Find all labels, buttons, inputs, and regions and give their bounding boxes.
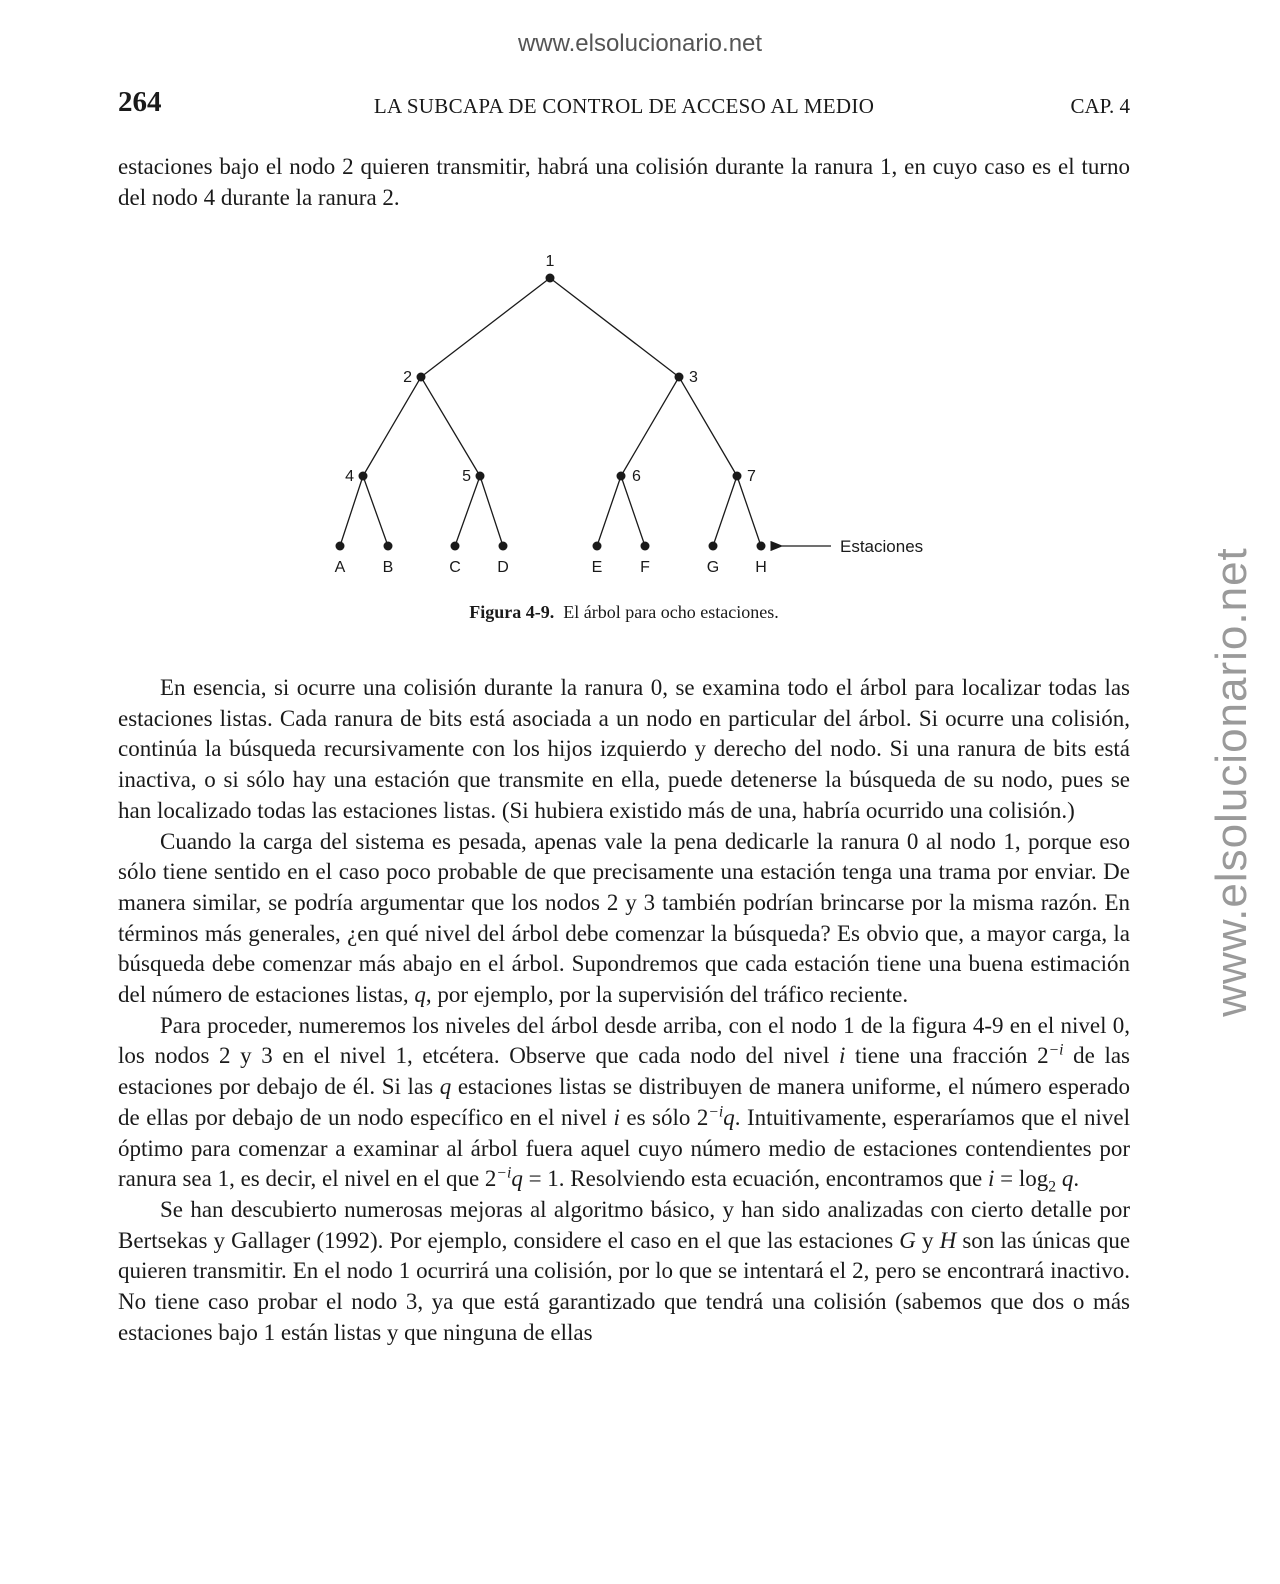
intro-paragraph-block (118, 152, 1130, 213)
watermark-top: www.elsolucionario.net (517, 30, 763, 57)
edge-4-B (363, 476, 388, 546)
node-label-4: 4 (345, 468, 354, 485)
intro-paragraph: estaciones bajo el nodo 2 quieren transmitir, habrá una colisión durante la ranura 1, en cuyo caso es el turno del nodo 4 durante la ranura 2. (118, 154, 1130, 210)
node-7-dot (733, 472, 742, 481)
leaf-E-dot (593, 542, 602, 551)
edge-7-H (737, 476, 761, 546)
edge-5-D (480, 476, 503, 546)
edge-2-4 (363, 377, 421, 476)
leaf-A-dot (336, 542, 345, 551)
figure-caption (0, 602, 1248, 623)
leaf-label-F: F (640, 559, 650, 576)
edge-5-C (455, 476, 480, 546)
node-label-7: 7 (747, 468, 756, 485)
page-header (118, 86, 1130, 126)
edge-6-F (621, 476, 645, 546)
page-number: 264 (118, 86, 162, 118)
figure-caption-text: El árbol para ocho estaciones. (563, 602, 779, 622)
paragraph-1: En esencia, si ocurre una colisión durante la ranura 0, se examina todo el árbol para localizar todas las estaciones listas. Cada ranura de bits está asociada a un nodo en particular del árbol. Si ocurre una colisión, continúa la búsqueda recursivamente con los hijos izquierdo y derecho del nodo. Si una ranura de bits está inactiva, o si sólo hay una estación que transmite en ella, puede detenerse la búsqueda de su nodo, pues se han localizado todas las estaciones listas. (Si hubiera existido más de una, habría ocurrido una colisión.) (118, 675, 1130, 823)
leaf-label-E: E (591, 559, 603, 576)
edge-7-G (713, 476, 737, 546)
paragraph-2: Cuando la carga del sistema es pesada, apenas vale la pena dedicarle la ranura 0 al nodo 1, porque eso sólo tiene sentido en el caso poco probable de que precisamente una estación tenga una trama por enviar. De manera similar, se podría argumentar que los nodos 2 y 3 también podrían brincarse por la misma razón. En términos más generales, ¿en qué nivel del árbol debe comenzar la búsqueda? Es obvio que, a mayor carga, la búsqueda debe comenzar más abajo en el árbol. Supondremos que cada estación tiene una buena estimación del número de estaciones listas, q, por ejemplo, por la supervisión del tráfico reciente. (118, 828, 1130, 1008)
leaf-D-dot (499, 542, 508, 551)
edge-3-7 (679, 377, 737, 476)
tree-edges (340, 278, 761, 546)
node-label-1: 1 (545, 253, 555, 270)
chapter-label: CAP. 4 (1070, 94, 1130, 118)
node-label-2: 2 (403, 369, 412, 386)
leaf-label-D: D (497, 559, 509, 576)
leaf-labels (335, 559, 767, 576)
leaf-B-dot (384, 542, 393, 551)
node-4-dot (359, 472, 368, 481)
stations-label: Estaciones (840, 537, 924, 556)
edge-6-E (597, 476, 621, 546)
node-5-dot (476, 472, 485, 481)
node-label-3: 3 (689, 369, 698, 386)
leaf-label-G: G (706, 559, 720, 576)
leaf-C-dot (451, 542, 460, 551)
edge-1-2 (421, 278, 550, 377)
node-3-dot (675, 373, 684, 382)
node-label-5: 5 (462, 468, 471, 485)
leaf-H-dot (757, 542, 766, 551)
edge-2-5 (421, 377, 480, 476)
node-6-dot (617, 472, 626, 481)
tree-figure (300, 240, 960, 590)
edge-4-A (340, 476, 363, 546)
node-labels (345, 253, 756, 485)
running-title: LA SUBCAPA DE CONTROL DE ACCESO AL MEDIO (373, 94, 875, 118)
edge-3-6 (621, 377, 679, 476)
leaf-F-dot (641, 542, 650, 551)
leaf-label-B: B (382, 559, 394, 576)
node-1-dot (546, 274, 555, 283)
paragraph-3: Para proceder, numeremos los niveles del árbol desde arriba, con el nodo 1 de la figura 4-9 en el nivel 0, los nodos 2 y 3 en el nivel 1, etcétera. Observe que cada nodo del nivel i tiene una fracción $2^{-i}$ de las estaciones por debajo de él. Si las q estaciones listas se distribuyen de manera uniforme, el número esperado de ellas por debajo de un nodo específico en el nivel i es sólo $2^{-i}q$. Intuitivamente, esperaríamos que el nivel óptimo para comenzar a examinar al árbol fuera aquel cuyo número medio de estaciones contendientes por ranura sea 1, es decir, el nivel en el que $2^{-i}q = 1$. Resolviendo esta ecuación, encontramos que $i = \log_2 q$. (118, 1012, 1131, 1196)
figure-number: Figura 4-9. (469, 602, 555, 622)
watermark-side: www.elsolucionario.net (1207, 547, 1256, 1017)
leaf-G-dot (709, 542, 718, 551)
leaf-label-A: A (334, 559, 346, 576)
node-2-dot (417, 373, 426, 382)
leaf-label-H: H (755, 559, 767, 576)
node-label-6: 6 (632, 468, 641, 485)
paragraph-4: Se han descubierto numerosas mejoras al algoritmo básico, y han sido analizadas con cierto detalle por Bertsekas y Gallager (1992). Por ejemplo, considere el caso en el que las estaciones G y H son las únicas que quieren transmitir. En el nodo 1 ocurrirá una colisión, por lo que se intentará el 2, pero se encontrará inactivo. No tiene caso probar el nodo 3, ya que está garantizado que tendrá una colisión (sabemos que dos o más estaciones bajo 1 están listas y que ninguna de ellas (118, 1196, 1131, 1345)
body-text (118, 673, 1130, 1348)
leaf-label-C: C (449, 559, 461, 576)
edge-1-3 (550, 278, 679, 377)
tree-diagram (300, 240, 960, 590)
